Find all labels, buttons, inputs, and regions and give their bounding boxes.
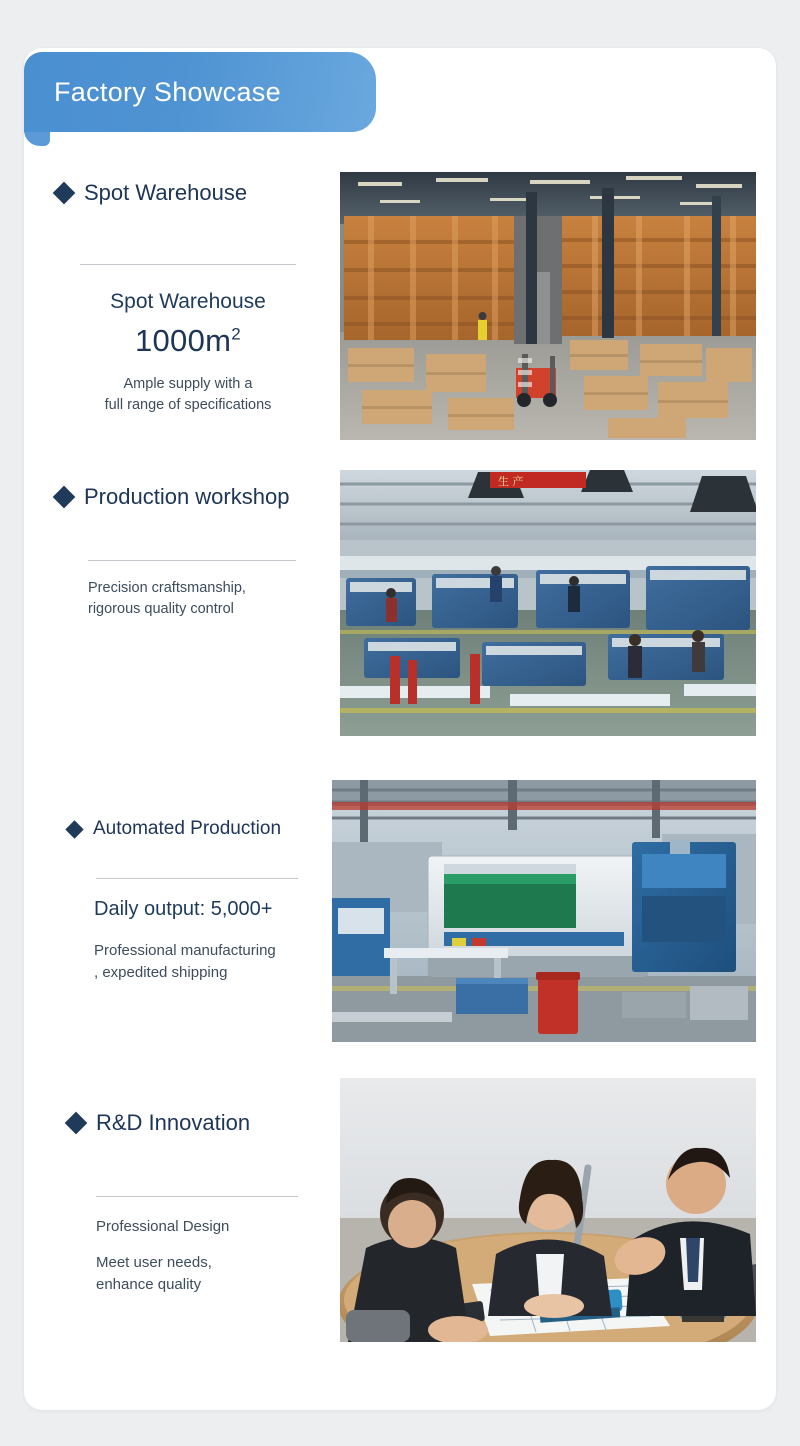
diamond-bullet-icon <box>65 820 83 838</box>
section-4-description-primary <box>96 1216 336 1238</box>
section-3-heading-row <box>68 818 281 840</box>
section-3-divider <box>96 878 298 879</box>
section-3-description <box>94 940 356 984</box>
section-4-desc-line-2: Meet user needs, <box>96 1254 212 1271</box>
warehouse-photo <box>340 172 756 440</box>
section-1-heading-row <box>56 180 247 206</box>
automated-production-photo-graphic <box>332 780 756 1042</box>
page-title: Factory Showcase <box>54 76 281 107</box>
production-workshop-photo-graphic <box>340 470 756 736</box>
section-2-desc-line-2: rigorous quality control <box>88 601 234 618</box>
section-4-desc-line-1: Professional Design <box>96 1218 230 1235</box>
section-3-lead: Daily output: 5,000+ <box>94 898 273 920</box>
rd-innovation-photo-graphic <box>340 1078 756 1342</box>
section-2-description <box>88 578 328 620</box>
section-3-desc-line-2: , expedited shipping <box>94 963 228 981</box>
section-1-heading: Spot Warehouse <box>84 180 248 205</box>
warehouse-photo-graphic <box>340 172 756 440</box>
section-4-divider <box>96 1196 298 1197</box>
diamond-bullet-icon <box>65 1112 88 1135</box>
section-rd-innovation <box>24 1080 776 1380</box>
section-2-desc-line-1: Precision craftsmanship, <box>88 580 246 596</box>
section-automated-production <box>24 782 776 1064</box>
section-1-desc-line-1: Ample supply with a <box>123 376 253 392</box>
rd-innovation-photo <box>340 1078 756 1342</box>
section-2-heading: Production workshop <box>84 484 290 509</box>
section-4-desc-line-3: enhance quality <box>96 1275 202 1293</box>
section-production-workshop <box>24 468 776 758</box>
section-spot-warehouse <box>24 168 776 448</box>
section-3-heading: Automated Production <box>93 818 282 839</box>
section-1-subheading: Spot Warehouse <box>110 290 266 313</box>
section-1-desc-line-2: full range of specifications <box>104 397 272 414</box>
section-1-metric-unit: 2 <box>231 324 242 344</box>
section-2-divider <box>88 560 296 561</box>
section-4-heading-row <box>68 1110 250 1136</box>
section-1-description <box>64 374 312 416</box>
svg-text:生 产: 生 产 <box>498 475 524 488</box>
section-1-metric <box>64 323 312 359</box>
section-1-divider <box>80 264 296 265</box>
section-4-description-secondary <box>96 1252 336 1296</box>
automated-production-photo <box>332 780 756 1042</box>
section-3-desc-line-1: Professional manufacturing <box>94 942 276 959</box>
header-ribbon <box>24 52 376 132</box>
diamond-bullet-icon <box>53 182 76 205</box>
production-workshop-photo <box>340 470 756 736</box>
section-1-metric-value: 1000m <box>134 323 232 358</box>
diamond-bullet-icon <box>53 486 76 509</box>
section-2-heading-row <box>56 484 289 510</box>
section-4-heading: R&D Innovation <box>96 1110 251 1135</box>
